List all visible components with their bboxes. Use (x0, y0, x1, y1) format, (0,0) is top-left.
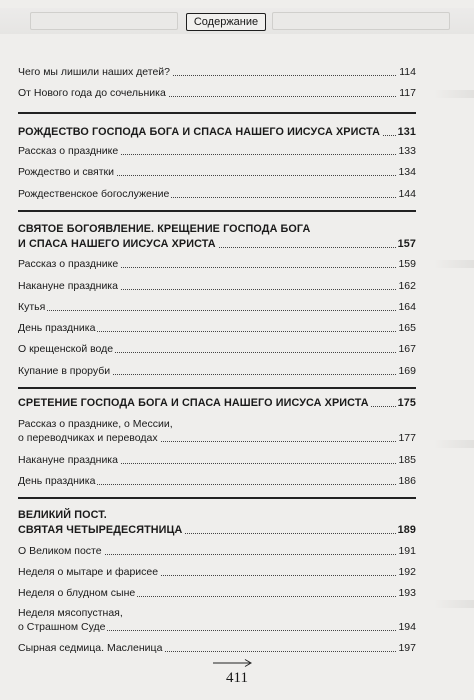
toc-entry[interactable]: Рассказ о празднике 133 (18, 145, 416, 157)
section-heading[interactable]: СРЕТЕНИЕ ГОСПОДА БОГА И СПАСА НАШЕГО ИИСУСА ХРИСТА 175 (18, 397, 416, 409)
toc-entry[interactable]: Неделя о блудном сыне 193 (18, 587, 416, 599)
toc-entry-line: Неделя мясопустная, (18, 607, 123, 619)
toc-entry[interactable]: День праздника 165 (18, 322, 416, 334)
bleed-through (434, 260, 474, 268)
toc-entry[interactable]: Чего мы лишили наших детей? 114 (18, 66, 416, 78)
toc-entry[interactable]: Рождество и святки 134 (18, 166, 416, 178)
section-heading[interactable]: СВЯТАЯ ЧЕТЫРЕДЕСЯТНИЦА 189 (18, 524, 416, 536)
section-heading-line: СВЯТОЕ БОГОЯВЛЕНИЕ. КРЕЩЕНИЕ ГОСПОДА БОГА (18, 223, 311, 235)
section-divider (18, 497, 416, 499)
section-heading[interactable]: РОЖДЕСТВО ГОСПОДА БОГА И СПАСА НАШЕГО ИИСУСА ХРИСТА 131 (18, 126, 416, 138)
toc-entry-line: Рассказ о празднике, о Мессии, (18, 418, 173, 430)
section-heading-line: ВЕЛИКИЙ ПОСТ. (18, 509, 107, 521)
toc-entry[interactable]: Накануне праздника 162 (18, 280, 416, 292)
section-divider (18, 210, 416, 212)
bleed-through (434, 600, 474, 608)
toc-entry[interactable]: Купание в проруби 169 (18, 365, 416, 377)
toc-entry[interactable]: Накануне праздника 185 (18, 454, 416, 466)
section-divider (18, 387, 416, 389)
page-number: 411 (226, 670, 248, 686)
toc-entry[interactable]: о Страшном Суде 194 (18, 621, 416, 633)
toc-entry[interactable]: Рассказ о празднике 159 (18, 258, 416, 270)
bleed-through (434, 90, 474, 98)
toc-entry[interactable]: От Нового года до сочельника 117 (18, 87, 416, 99)
header-ghost-left (30, 12, 178, 30)
toc-entry[interactable]: О Великом посте 191 (18, 545, 416, 557)
header-title: Содержание (186, 13, 266, 31)
section-heading[interactable]: И СПАСА НАШЕГО ИИСУСА ХРИСТА 157 (18, 238, 416, 250)
toc-entry[interactable]: Кутья 164 (18, 301, 416, 313)
section-divider (18, 112, 416, 114)
toc-entry[interactable]: о переводчиках и переводах 177 (18, 432, 416, 444)
toc-entry[interactable]: День праздника 186 (18, 475, 416, 487)
toc-entry[interactable]: Неделя о мытаре и фарисее 192 (18, 566, 416, 578)
arrow-right-icon (212, 658, 254, 668)
toc-entry[interactable]: Сырная седмица. Масленица 197 (18, 642, 416, 654)
toc-entry[interactable]: О крещенской воде 167 (18, 343, 416, 355)
bleed-through (434, 440, 474, 448)
header-ghost-right (272, 12, 450, 30)
toc-entry[interactable]: Рождественское богослужение 144 (18, 188, 416, 200)
